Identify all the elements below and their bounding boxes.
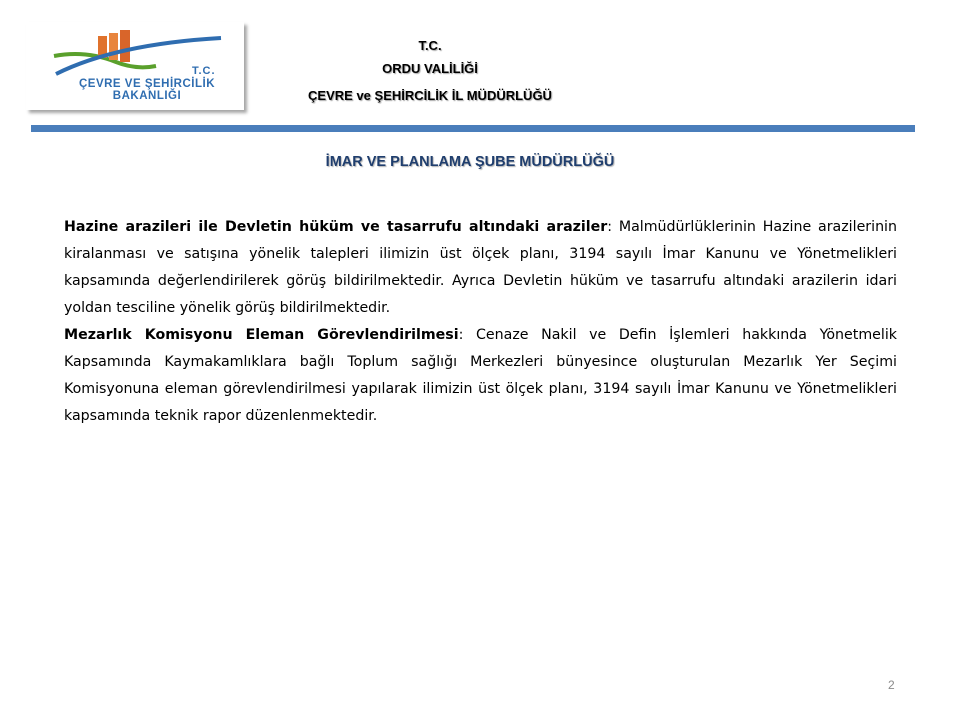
paragraph-hazine: [64, 214, 897, 322]
paragraph-text: : Cenaze Nakil ve Defin İşlemleri hakkında Yönetmelik Kapsamında Kaymakamlıklara bağlı Toplum sağlığı Merkezleri bünyesince oluşturulan Mezarlık Yer Seçimi Komisyonuna eleman görevlendirilmesi yapılarak ilimizin üst ölçek planı, 3194 sayılı İmar Kanunu ve Yönetmelikleri kapsamında teknik rapor düzenlenmektedir.: [64, 327, 897, 424]
header-directorate: ÇEVRE ve ŞEHİRCİLİK İL MÜDÜRLÜĞÜ: [308, 88, 552, 103]
page-number: 2: [888, 678, 895, 692]
header-divider: [31, 125, 915, 132]
ministry-logo: [26, 22, 244, 110]
logo-ministry-name: [56, 78, 238, 102]
paragraph-label: Mezarlık Komisyonu Eleman Görevlendirilmesi: [64, 327, 459, 343]
paragraph-mezarlik: [64, 322, 897, 430]
paragraph-text: : Malmüdürlüklerinin Hazine arazilerinin kiralanması ve satışına yönelik talepleri ilimizin üst ölçek planı, 3194 sayılı İmar Kanunu ve Yönetmelikleri kapsamında değerlendirilerek görüş bildirilmektedir. Ayrıca Devletin hüküm ve tasarrufu altındaki arazilerin idari yoldan tesciline yönelik görüş bildirilmektedir.: [64, 219, 897, 316]
section-title: İMAR VE PLANLAMA ŞUBE MÜDÜRLÜĞÜ: [325, 154, 615, 170]
body-content: [64, 214, 897, 430]
header-governorship: ORDU VALİLİĞİ: [382, 61, 478, 76]
logo-building-3: [120, 30, 130, 62]
logo-name-line1: ÇEVRE VE ŞEHİRCİLİK: [78, 78, 216, 90]
logo-name-line2: BAKANLIĞI: [112, 90, 182, 102]
header-tc: T.C.: [418, 38, 442, 53]
paragraph-label: Hazine arazileri ile Devletin hüküm ve tasarrufu altındaki araziler: [64, 219, 608, 235]
logo-tc-text: T.C.: [192, 65, 216, 77]
